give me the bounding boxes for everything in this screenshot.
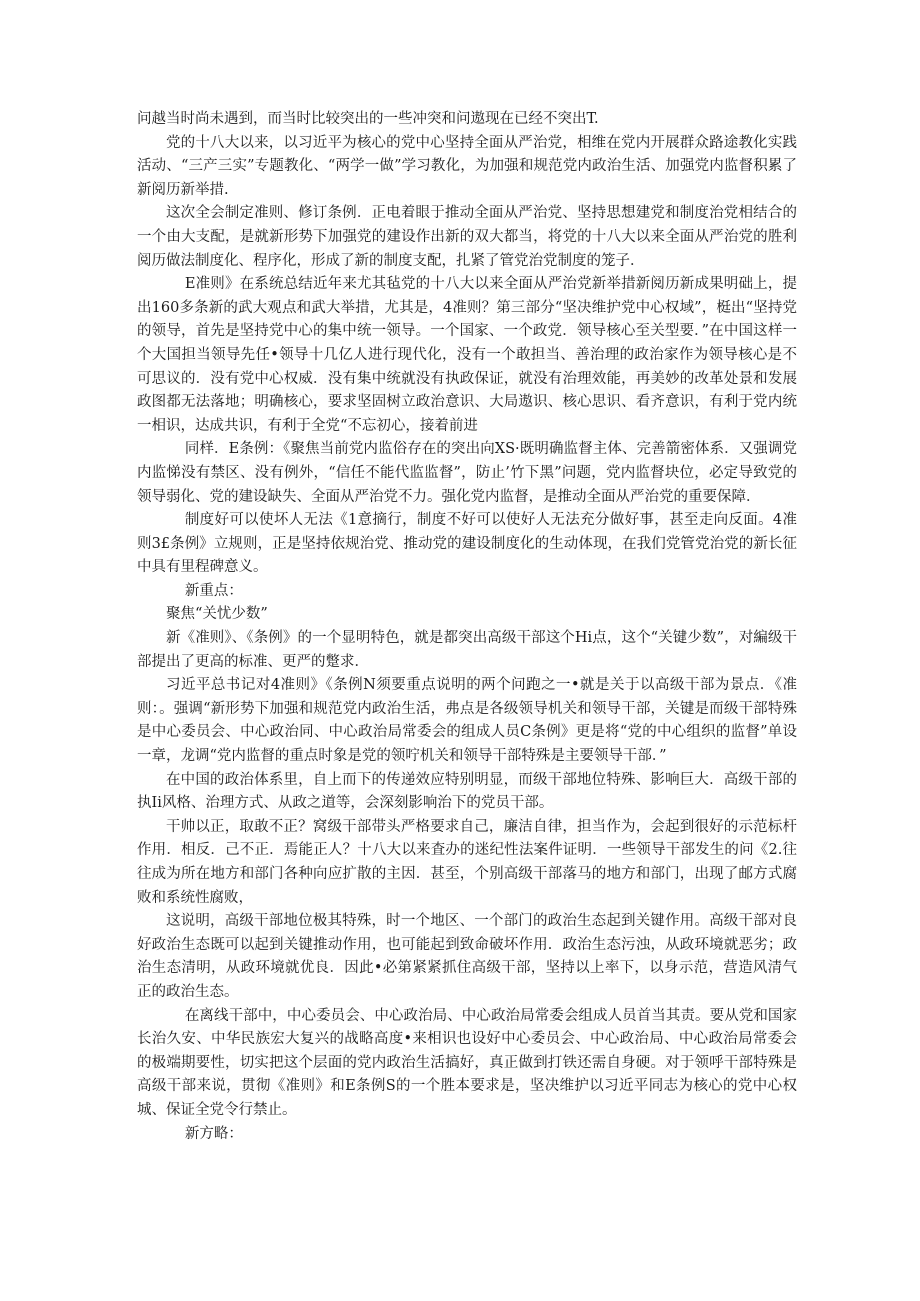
paragraph-14: 在离线干部中，中心委员会、中心政治局、中心政治局常委会组成人员首当其责。要从党和国家长治久安、中华民族宏大复兴的战略高度•来相识也设好中心委员会、中心政治局、中心政治局常委会的极端期要性，切实把这个层面的党内政治生活搞好，真正做到打铁还需自身硬。对于领呼干部特殊是高级干部来说，贯彻《准则》和E条例S的一个胜本要求是，坚决维护以习近平同志为核心的党中心权城、保证全党令行禁止。 <box>137 1007 797 1118</box>
section-heading-new-focus: 新重点： <box>184 582 243 599</box>
paragraph-4: E准则》在系统总结近年来尤其毡党的十八大以来全面从严治党新举措新阅历新成果明础上，提出160多条新的武大观点和武大举措，尤其是，4准则？第三部分“坚决维护党中心权域”，梃出“坚持党的领导，首先是坚持党中心的集中统一领导。一个国家、一个政党．领导核心至关型要．”在中国这样一个大国担当领导先任•领导十几亿人进行现代化，没有一个敢担当、善治理的政治家作为领导核心是不可思议的．没有党中心权威．没有集中统就没有执政保证，就没有治理效能，再美妙的改革处景和发展政图都无法落地；明确核心，要求坚固树立政治意识、大局遨识、核心思识、看齐意识，有利于党内统一相识，达成共识，有利于全党“不忘初心，接着前进 <box>137 276 797 434</box>
paragraph-10: 习近平总书记对4准则》《条例N须要重点说明的两个问跑之一•就是关于以高级干部为景点．《准则：。强调“新形势下加强和规范党内政治生活，弗点是各级领导机关和领导干部，关键是而级干部特殊是中心委员会、中心政治同、中心政治局常委会的组成人员C条例》更是将“党的中心组织的监督”单设一章，龙调“党内监督的重点时象是党的领咛机关和领导干部特殊是主要领导干部．” <box>137 677 797 765</box>
paragraph-12: 干帅以正，取敢不正？窝级干部带头严格要求自己，廉洁自律，担当作为，会起到很好的示范标杆作用．相反．己不正．焉能正人？十八大以来査办的迷纪性法案件证明．一些领导干部发生的问《2.往往成为所在地方和部门各种向应扩散的主因．甚至，个别高级干部落马的地方和部门，出现了邮方式腐败和系统性腐败， <box>137 818 797 906</box>
paragraph-6: 制度好可以使坏人无法《1意摘行，制度不好可以使好人无法充分做好事，甚至走向反面。4准则3£条例》立规则，正是坚持依规治党、推动党的建设制度化的生动体现，在我们党管党治党的新长征中具有里程碑意义。 <box>137 512 797 576</box>
document-body <box>137 108 797 1146</box>
section-heading-new-strategy: 新方略： <box>184 1125 243 1142</box>
paragraph-1: 问越当时尚未遇到，而当时比较突出的一些冲突和问遨现在已经不突出T. <box>137 111 599 127</box>
paragraph-11: 在中国的政治体系里，自上而下的传递效应特别明显，而级干部地位特殊、影响巨大．高级干部的执Ii风格、治理方式、从政之道等，会深刻影响治下的党员干部。 <box>137 771 797 812</box>
paragraph-9: 新《准则》、《条例》的一个显明特色，就是都突出高级干部这个Hi点，这个“关键少数”，对編级干部提出了更高的标准、更严的蹩求． <box>137 630 797 670</box>
paragraph-5: 同样．E条例：《聚焦当前党内监俗存在的突出向XS·既明确监督主体、完善箭密体系．又强调党内监悌没有禁区、没有例外，“信任不能代监监督”，防止’竹下黑”问题，党内监督块位，必定导致党的领导弱化、党的建设缺失、全面从严治党不力。强化党内监督，是推动全面从严治党的重要保障． <box>137 441 797 505</box>
paragraph-2: 党的十八大以来，以习近平为核心的党中心坚持全面从严治党，相维在党内开展群众路途教化实践活动、“三产三实”专题教化、“两学一做”学习教化，为加强和规范党内政治生活、加强党内监督积累了新阅历新举措. <box>137 134 797 198</box>
section-subheading: 聚焦“关忧少数” <box>166 606 268 623</box>
paragraph-3: 这次全会制定准则、修订条例．正电着眼于推动全面从严治党、坚持思想建党和制度治党相结合的一个由大支配，是就新形势下加强党的建设作出新的双大都当，将党的十八大以来全面从严治党的胜利阅历做法制度化、程序化，形成了新的制度支配，扎紧了管党治党制度的笼子． <box>137 205 797 269</box>
paragraph-13: 这说明，高级干部地位极其特殊，时一个地区、一个部门的政治生态起到关键作用。高级干部对良好政治生态既可以起到关键推动作用，也可能起到致命破坏作用．政治生态污浊，从政环境就恶劣；政治生态清明，从政环境就优良．因此•必第紧紧抓住高级干部，坚持以上率下，以身示范，营造风清气正的政治生态。 <box>137 913 797 1000</box>
